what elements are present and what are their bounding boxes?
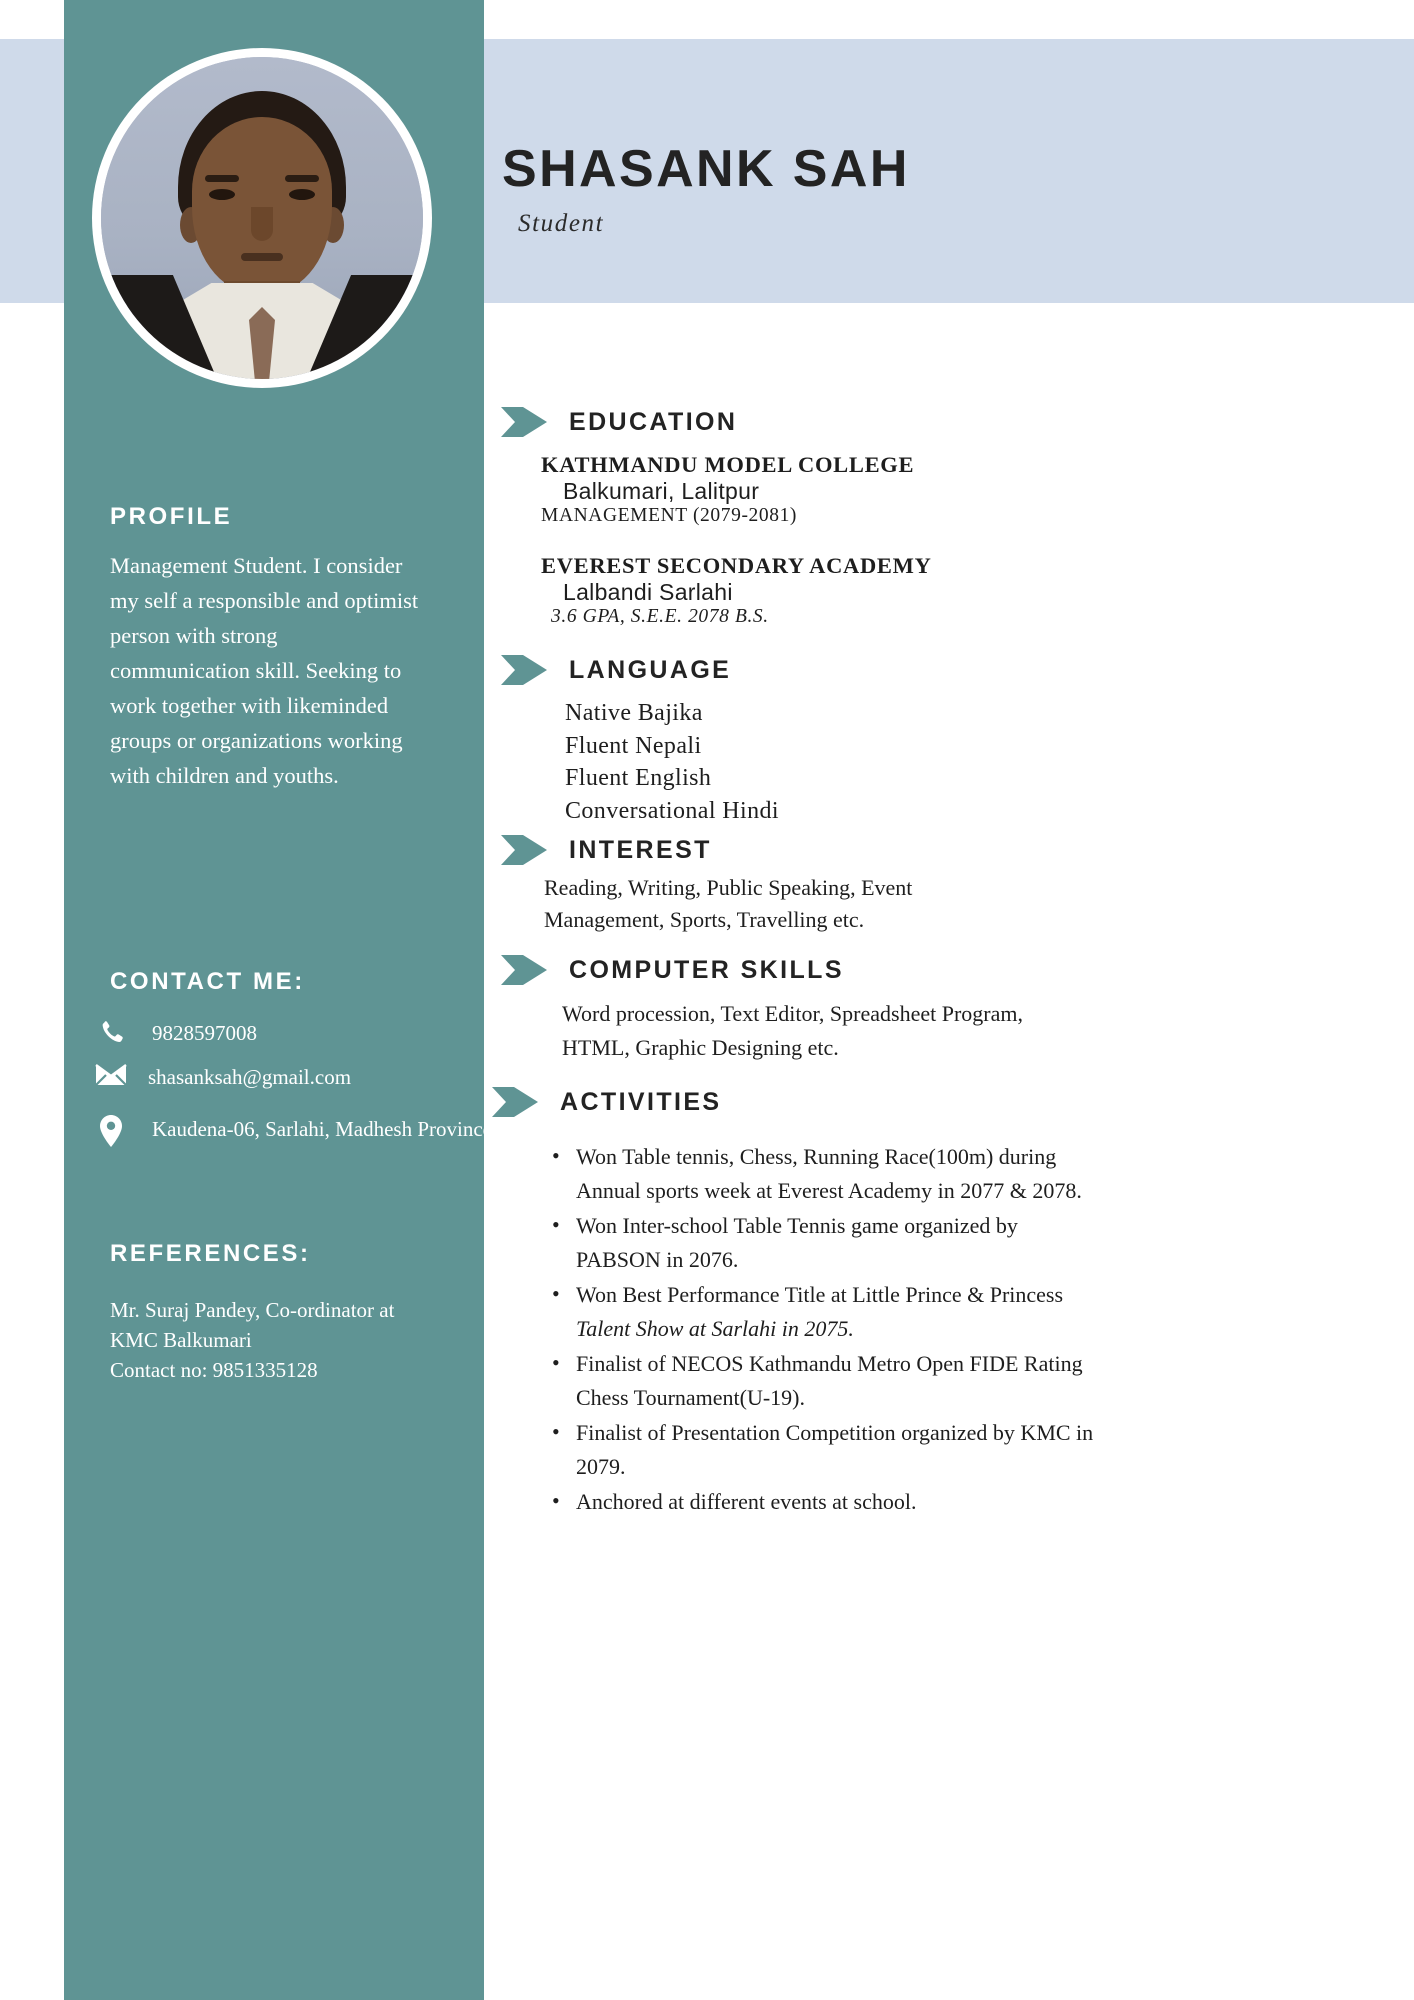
education-entry — [541, 553, 932, 628]
contact-phone-value: 9828597008 — [152, 1021, 257, 1045]
contact-heading: CONTACT ME: — [110, 968, 305, 995]
activity-item: • Won Best Performance Title at Little Prince & Princess Talent Show at Sarlahi in 2075. — [548, 1278, 1098, 1345]
section-activities-header — [492, 1087, 722, 1117]
section-education-header — [501, 407, 737, 437]
arrow-right-icon — [492, 1087, 538, 1117]
education-school: KATHMANDU MODEL COLLEGE — [541, 452, 915, 477]
computer-skills-text: Word procession, Text Editor, Spreadsheet Program, HTML, Graphic Designing etc. — [562, 1001, 1023, 1060]
activity-item-emphasis: Talent Show at Sarlahi in 2075. — [576, 1315, 854, 1341]
references-person: Mr. Suraj Pandey, Co-ordinator at KMC Balkumari — [110, 1298, 395, 1352]
section-education-title: EDUCATION — [569, 407, 738, 436]
page-title: SHASANK SAH — [502, 140, 910, 198]
section-computer-skills-title: COMPUTER SKILLS — [569, 955, 844, 984]
profile-text: Management Student. I consider my self a responsible and optimist person with strong communication skill. Seeking to work together with likeminded groups or organizations working with children and youths. — [110, 553, 419, 788]
language-item: Native Bajika — [565, 700, 703, 726]
education-entry — [541, 452, 914, 527]
contact-phone[interactable] — [94, 1016, 257, 1048]
activity-item: • Finalist of Presentation Competition organized by KMC in 2079. — [548, 1416, 1098, 1483]
activity-item: • Won Table tennis, Chess, Running Race(100m) during Annual sports week at Everest Academy in 2077 & 2078. — [548, 1140, 1098, 1207]
arrow-right-icon — [501, 655, 547, 685]
contact-address-value: Kaudena-06, Sarlahi, Madhesh Province, Nepal — [152, 1117, 553, 1141]
section-language-header — [501, 655, 731, 685]
avatar-image — [101, 57, 423, 379]
interest-text: Reading, Writing, Public Speaking, Event Management, Sports, Travelling etc. — [544, 875, 913, 932]
section-activities-title: ACTIVITIES — [560, 1087, 722, 1116]
references-contact: Contact no: 9851335128 — [110, 1358, 318, 1382]
profile-heading: PROFILE — [110, 503, 233, 530]
education-meta: 3.6 GPA, S.E.E. 2078 B.S. — [551, 606, 769, 627]
education-place: Balkumari, Lalitpur — [563, 478, 760, 504]
contact-address[interactable] — [94, 1112, 553, 1147]
activity-item: • Won Inter-school Table Tennis game organized by PABSON in 2076. — [548, 1209, 1098, 1276]
section-interest-header — [501, 835, 712, 865]
section-computer-skills-header — [501, 955, 844, 985]
activities-list — [548, 1140, 1098, 1521]
email-icon — [94, 1060, 128, 1087]
language-item: Fluent Nepali — [565, 732, 702, 759]
activity-item: • Finalist of NECOS Kathmandu Metro Open FIDE Rating Chess Tournament(U-19). — [548, 1347, 1098, 1414]
education-place: Lalbandi Sarlahi — [563, 579, 733, 605]
arrow-right-icon — [501, 407, 547, 437]
section-language-title: LANGUAGE — [569, 655, 732, 684]
education-school: EVEREST SECONDARY ACADEMY — [541, 553, 932, 578]
references-text — [110, 1295, 410, 1385]
arrow-right-icon — [501, 955, 547, 985]
job-title: Student — [518, 210, 605, 237]
section-interest-title: INTEREST — [569, 835, 712, 864]
language-list — [565, 697, 779, 827]
avatar — [92, 48, 432, 388]
phone-icon — [94, 1016, 128, 1045]
arrow-right-icon — [501, 835, 547, 865]
language-item: Fluent English — [565, 765, 712, 791]
education-meta: MANAGEMENT (2079-2081) — [541, 505, 798, 526]
references-heading: REFERENCES: — [110, 1240, 311, 1267]
contact-email[interactable] — [94, 1060, 351, 1092]
contact-email-value: shasanksah@gmail.com — [148, 1065, 352, 1089]
activity-item: • Anchored at different events at school. — [548, 1485, 1098, 1519]
language-item: Conversational Hindi — [565, 797, 779, 824]
location-pin-icon — [94, 1112, 128, 1147]
